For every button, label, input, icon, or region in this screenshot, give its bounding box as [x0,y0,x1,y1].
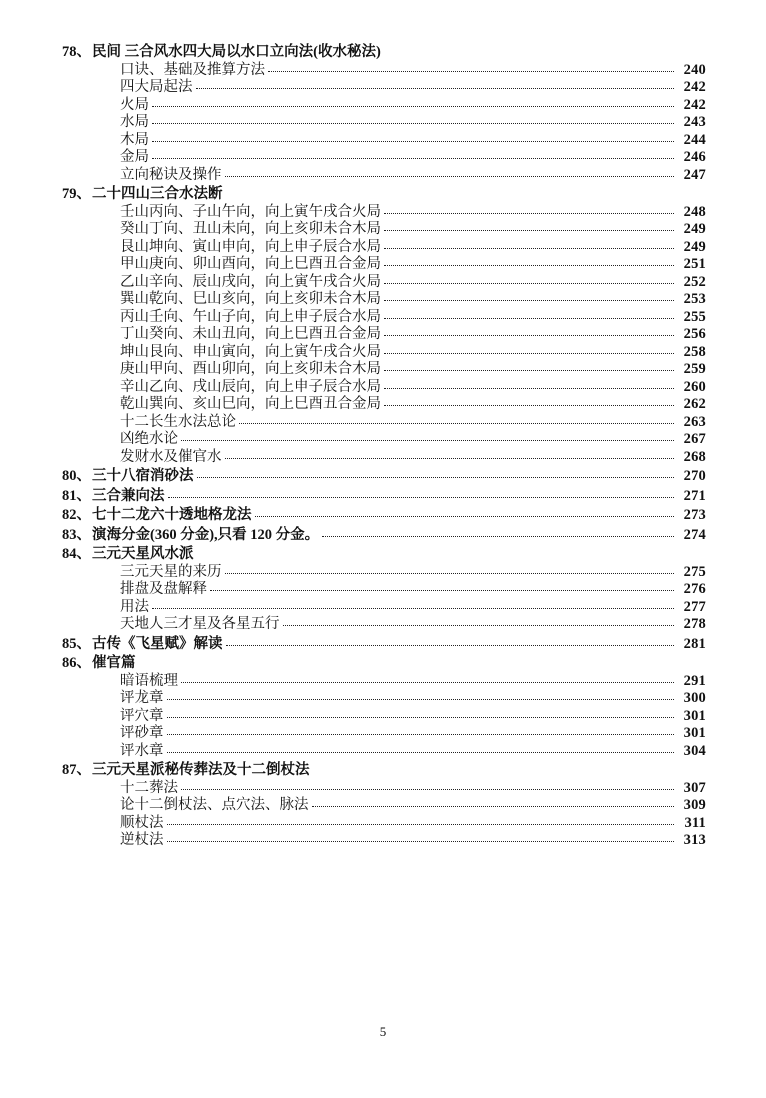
toc-entry-title: 顺杖法 [120,814,164,831]
toc-entry-page: 253 [683,291,706,307]
toc-entry-page: 273 [683,507,706,523]
toc-entry-title: 天地人三才星及各星五行 [120,616,280,632]
toc-entry[interactable] [60,582,706,597]
toc-leader-dots [268,62,674,72]
toc-entry[interactable] [60,656,706,671]
toc-entry-title: 三元天星的来历 [120,563,222,580]
toc-entry-number: 82、 [62,507,91,523]
toc-entry-title: 乙山辛向、辰山戌向，向上寅午戌合火局 [120,273,381,290]
toc-entry[interactable] [60,133,706,148]
toc-entry-page: 300 [683,690,706,706]
toc-leader-dots [210,581,674,591]
toc-entry[interactable] [60,327,706,342]
toc-entry-title: 三元天星风水派 [92,546,194,562]
toc-leader-dots [384,361,674,371]
toc-leader-dots [312,797,675,807]
toc-entry-page: 301 [683,707,706,724]
toc-entry-title: 坤山艮向、申山寅向，向上寅午戌合火局 [120,343,381,360]
toc-entry-title: 凶绝水论 [120,431,178,447]
toc-entry[interactable] [60,600,706,615]
toc-entry[interactable] [60,674,706,689]
toc-entry-page: 242 [683,79,706,95]
toc-entry-page: 309 [683,797,706,813]
toc-entry[interactable] [60,469,706,484]
toc-entry-page: 263 [683,413,706,430]
toc-entry-title: 发财水及催官水 [120,448,222,465]
toc-entry-title: 三十八宿消砂法 [92,468,194,484]
toc-entry-number: 84、 [62,546,91,562]
toc-entry-title: 口诀、基础及推算方法 [120,61,265,78]
toc-entry-title: 木局 [120,131,149,148]
toc-entry-page: 246 [683,149,706,165]
toc-entry-title: 立向秘诀及操作 [120,166,222,183]
toc-entry-page: 249 [683,221,706,237]
toc-entry[interactable] [60,98,706,113]
toc-entry-number: 85、 [62,635,91,652]
toc-entry[interactable] [60,798,706,813]
toc-entry-title: 十二长生水法总论 [120,413,236,430]
toc-leader-dots [167,832,675,842]
toc-leader-dots [167,690,675,700]
toc-leader-dots [322,527,674,537]
toc-entry-title: 二十四山三合水法断 [92,186,223,202]
toc-leader-dots [167,725,675,735]
toc-leader-dots [384,379,674,389]
toc-entry-number: 80、 [62,468,91,484]
toc-entry-title: 排盘及盘解释 [120,581,207,597]
toc-leader-dots [384,291,674,301]
toc-leader-dots [225,564,675,574]
toc-leader-dots [167,743,675,753]
toc-entry-title: 用法 [120,598,149,615]
toc-entry-title: 十二葬法 [120,779,178,796]
toc-entry-number: 79、 [62,186,91,202]
page-number: 5 [379,1024,387,1039]
toc-entry-title: 艮山坤向、寅山申向，向上申子辰合水局 [120,238,381,255]
toc-entry-number: 83、 [62,526,91,543]
table-of-contents [60,45,706,848]
toc-entry-number: 81、 [62,487,91,504]
toc-entry-page: 247 [683,166,706,183]
toc-entry-page: 258 [683,343,706,360]
toc-entry[interactable] [60,691,706,706]
toc-leader-dots [384,239,674,249]
toc-entry-title: 金局 [120,149,149,165]
toc-entry-title: 庚山甲向、酉山卯向，向上亥卯未合木局 [120,361,381,377]
toc-entry-page: 307 [683,779,706,796]
toc-entry[interactable] [60,833,706,848]
toc-entry[interactable] [60,450,706,465]
toc-entry-title: 演海分金(360 分金),只看 120 分金。 [92,526,320,543]
toc-leader-dots [181,673,674,683]
toc-entry-number: 87、 [62,762,91,778]
toc-entry-title: 巽山乾向、巳山亥向，向上亥卯未合木局 [120,291,381,307]
toc-leader-dots [139,656,675,665]
toc-entry-title: 水局 [120,114,149,130]
toc-entry-title: 古传《飞星赋》解读 [92,635,223,652]
toc-entry[interactable] [60,528,706,543]
toc-entry[interactable] [60,547,706,562]
toc-entry-title: 丙山壬向、午山子向，向上申子辰合水局 [120,308,381,325]
toc-leader-dots [225,449,675,459]
toc-entry[interactable] [60,415,706,430]
toc-entry-title: 壬山丙向、子山午向，向上寅午戌合火局 [120,203,381,220]
toc-entry-title: 三合兼向法 [92,487,165,504]
toc-entry-title: 火局 [120,96,149,113]
toc-entry-page: 256 [683,326,706,342]
toc-entry[interactable] [60,637,706,652]
toc-entry[interactable] [60,432,706,447]
toc-entry[interactable] [60,380,706,395]
toc-entry[interactable] [60,257,706,272]
toc-entry-title: 逆杖法 [120,832,164,848]
toc-entry-title: 辛山乙向、戌山辰向，向上申子辰合水局 [120,378,381,395]
toc-leader-dots [384,344,674,354]
toc-entry-page: 301 [683,725,706,741]
toc-entry-page: 275 [683,563,706,580]
toc-leader-dots [384,309,674,319]
toc-entry[interactable] [60,80,706,95]
toc-leader-dots [152,149,674,159]
toc-leader-dots [152,132,674,142]
toc-entry[interactable] [60,565,706,580]
toc-entry-page: 252 [683,273,706,290]
toc-entry-title: 催官篇 [92,655,136,671]
toc-leader-dots [167,815,675,825]
toc-entry-page: 260 [683,378,706,395]
toc-leader-dots [197,468,675,478]
toc-leader-dots [384,204,674,214]
toc-entry[interactable] [60,275,706,290]
toc-entry-page: 259 [683,361,706,377]
toc-entry-number: 78、 [62,44,91,60]
toc-entry-page: 278 [683,616,706,632]
toc-entry-page: 242 [683,96,706,113]
toc-entry-page: 244 [683,131,706,148]
toc-entry-page: 268 [683,448,706,465]
toc-leader-dots [181,780,674,790]
toc-leader-dots [168,488,675,498]
toc-leader-dots [196,79,675,89]
toc-entry-page: 281 [683,635,706,652]
toc-entry-title: 甲山庚向、卯山酉向，向上巳酉丑合金局 [120,256,381,272]
toc-entry-title: 暗语梳理 [120,672,178,689]
toc-leader-dots [167,708,675,718]
toc-entry-page: 311 [684,814,706,831]
toc-leader-dots [226,636,675,646]
toc-entry-page: 255 [683,308,706,325]
toc-leader-dots [152,97,674,107]
toc-entry-title: 丁山癸向、未山丑向，向上巳酉丑合金局 [120,326,381,342]
toc-entry-page: 313 [683,832,706,848]
toc-entry-title: 评砂章 [120,725,164,741]
toc-entry[interactable] [60,345,706,360]
toc-entry-title: 三元天星派秘传葬法及十二倒杖法 [92,762,310,778]
toc-entry-page: 291 [683,672,706,689]
toc-entry-page: 304 [683,742,706,759]
toc-leader-dots [152,114,674,124]
toc-entry-title: 评龙章 [120,690,164,706]
toc-entry-page: 270 [683,468,706,484]
toc-entry[interactable] [60,362,706,377]
toc-entry[interactable] [60,508,706,523]
toc-leader-dots [313,763,675,772]
toc-entry-page: 276 [683,581,706,597]
toc-entry-title: 论十二倒杖法、点穴法、脉法 [120,797,309,813]
toc-leader-dots [197,547,675,556]
toc-entry-page: 277 [683,598,706,615]
toc-entry[interactable] [60,187,706,202]
toc-entry-page: 262 [683,396,706,412]
toc-entry[interactable] [60,45,706,60]
toc-leader-dots [384,221,674,231]
toc-leader-dots [283,616,675,626]
toc-leader-dots [384,256,674,266]
toc-entry[interactable] [60,744,706,759]
toc-leader-dots [384,396,674,406]
toc-entry-title: 四大局起法 [120,79,193,95]
toc-entry[interactable] [60,397,706,412]
toc-entry-number: 86、 [62,655,91,671]
toc-entry[interactable] [60,781,706,796]
toc-entry-page: 248 [683,203,706,220]
toc-entry-title: 七十二龙六十透地格龙法 [92,507,252,523]
toc-leader-dots [384,45,674,54]
toc-leader-dots [152,599,674,609]
toc-leader-dots [226,187,675,196]
toc-entry[interactable] [60,150,706,165]
toc-entry[interactable] [60,63,706,78]
toc-entry[interactable] [60,763,706,778]
toc-entry[interactable] [60,617,706,632]
toc-leader-dots [181,431,674,441]
toc-entry[interactable] [60,489,706,504]
toc-entry[interactable] [60,168,706,183]
toc-entry-page: 271 [683,487,706,504]
toc-entry-page: 267 [683,431,706,447]
toc-entry-title: 癸山丁向、丑山未向，向上亥卯未合木局 [120,221,381,237]
toc-entry[interactable] [60,310,706,325]
toc-leader-dots [225,167,675,177]
toc-entry-page: 249 [683,238,706,255]
toc-entry-page: 274 [683,526,706,543]
toc-entry[interactable] [60,222,706,237]
toc-leader-dots [239,414,674,424]
toc-entry-page: 251 [683,256,706,272]
toc-entry-title: 乾山巽向、亥山巳向，向上巳酉丑合金局 [120,396,381,412]
toc-entry-title: 民间 三合风水四大局以水口立向法(收水秘法) [92,44,381,60]
toc-entry[interactable] [60,726,706,741]
toc-entry-page: 243 [683,114,706,130]
toc-leader-dots [384,326,674,336]
toc-leader-dots [255,507,675,517]
toc-entry[interactable] [60,115,706,130]
toc-entry[interactable] [60,816,706,831]
toc-leader-dots [384,274,674,284]
toc-entry[interactable] [60,709,706,724]
toc-entry[interactable] [60,205,706,220]
toc-entry[interactable] [60,292,706,307]
toc-entry-page: 240 [683,61,706,78]
toc-entry-title: 评穴章 [120,707,164,724]
toc-entry[interactable] [60,240,706,255]
toc-entry-title: 评水章 [120,742,164,759]
